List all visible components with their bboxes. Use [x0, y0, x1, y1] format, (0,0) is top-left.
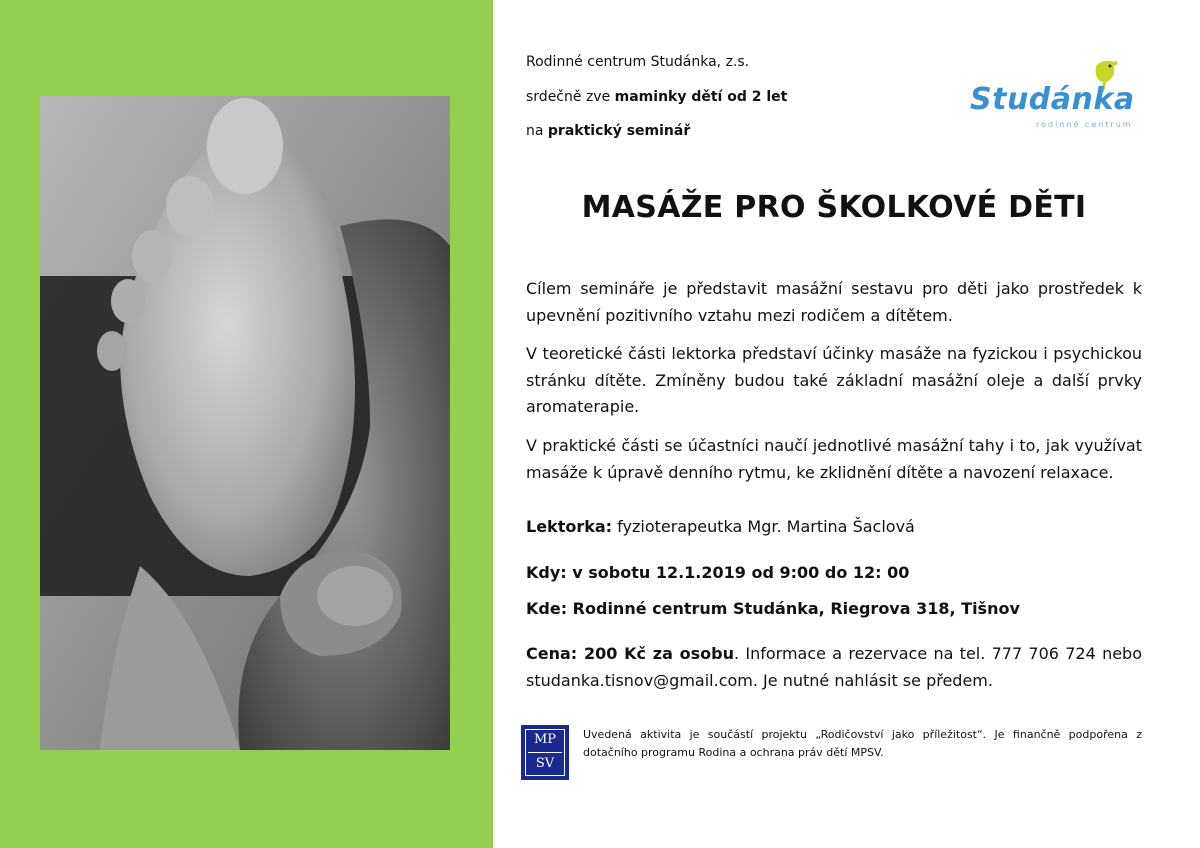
- paragraph-goal: Cílem semináře je představit masážní sestavu pro děti jako prostředek k upevnění pozitivního vztahu mezi rodičem a dítětem.: [526, 279, 1142, 325]
- when-value: Kdy: v sobotu 12.1.2019 od 9:00 do 12: 00: [526, 563, 910, 582]
- organizer-line: [526, 54, 749, 70]
- mpsv-logo-bottom: SV: [535, 756, 555, 771]
- where-line: [526, 596, 1142, 623]
- target-audience: maminky dětí od 2 let: [614, 89, 788, 105]
- seminar-type: praktický seminář: [547, 123, 691, 139]
- page-title: MASÁŽE PRO ŠKOLKOVÉ DĚTI: [581, 190, 1087, 225]
- mpsv-logo: [521, 725, 569, 780]
- when-line: [526, 560, 1142, 587]
- logo-wordmark: Studánka: [970, 82, 1135, 117]
- mpsv-logo-top: MP: [533, 732, 557, 747]
- baby-foot-illustration: [40, 96, 450, 750]
- price-label: Cena: 200 Kč za osobu: [526, 644, 734, 663]
- paragraph-practice: V praktické části se účastníci naučí jednotlivé masážní tahy i to, jak využívat masáže k úpravě denního rytmu, ke zklidnění dítěte a navození relaxace.: [526, 436, 1142, 482]
- price-details: . Informace a rezervace na tel. 777 706 724 nebo studanka.tisnov@gmail.com. Je nutné nahlásit se předem.: [526, 644, 1143, 690]
- invitation-prefix: srdečně zve: [526, 89, 615, 105]
- paragraph-theory: V teoretické části lektorka představí účinky masáže na fyzickou i psychickou stránku dítěte. Zmíněny budou také základní masážní oleje a další prvky aromaterapie.: [526, 344, 1142, 416]
- funding-footnote: Uvedená aktivita je součástí projektu „Rodičovství jako příležitost“. Je finančně podpořena z dotačního programu Rodina a ochrana práv dětí MPSV.: [583, 728, 1142, 759]
- price-line: [526, 641, 1142, 694]
- lecturer-value: fyzioterapeutka Mgr. Martina Šaclová: [612, 517, 915, 536]
- studanka-logo: [962, 54, 1146, 134]
- where-value: Kde: Rodinné centrum Studánka, Riegrova 318, Tišnov: [526, 599, 1020, 618]
- logo-tagline: rodinné centrum: [1036, 120, 1133, 129]
- seminar-type-prefix: na: [526, 123, 548, 139]
- baby-foot-photo: [40, 96, 450, 750]
- seminar-type-line: [526, 123, 690, 139]
- organizer-name: Rodinné centrum Studánka, z.s.: [526, 54, 750, 70]
- invitation-line: [526, 89, 787, 105]
- lecturer-line: [526, 514, 1142, 541]
- lecturer-label: Lektorka:: [526, 517, 613, 536]
